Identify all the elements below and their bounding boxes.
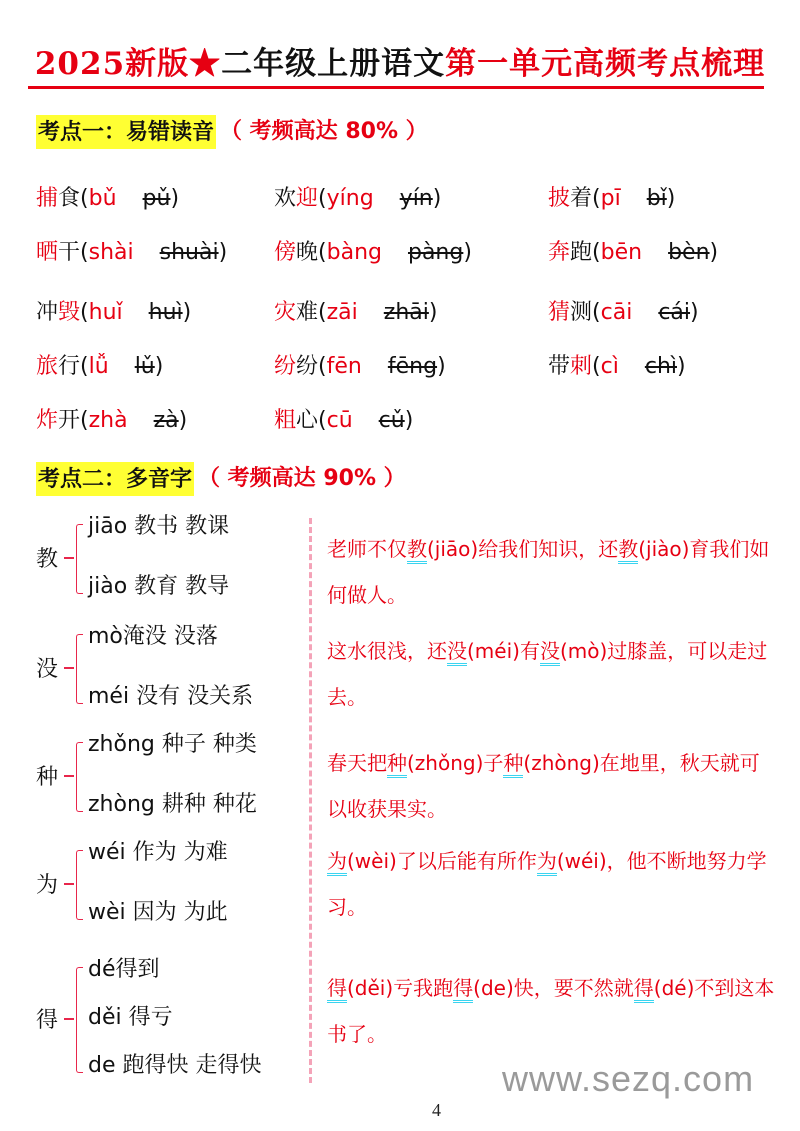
underlined-char: 得 [634, 976, 654, 1003]
section1-heading [36, 115, 428, 149]
wrong-pinyin-struck: huì [148, 300, 183, 325]
correct-pinyin: zhà [88, 408, 128, 433]
paren-open: ( [80, 354, 89, 379]
pronunciation-item [36, 406, 187, 436]
reading-line: zhǒng 种子 种类 [88, 732, 257, 757]
reading-line: de 跑得快 走得快 [88, 1053, 262, 1078]
underlined-char: 为 [327, 849, 347, 876]
bracket-tick [64, 883, 74, 885]
correct-pinyin: huǐ [88, 300, 123, 325]
word-char: 干 [58, 240, 81, 265]
pronunciation-item [36, 238, 227, 268]
correct-pinyin: zāi [326, 300, 358, 325]
title-underline [28, 86, 764, 89]
polyphone-char: 种 [36, 765, 59, 790]
bracket-tick [64, 557, 74, 559]
word-char: 纷 [274, 354, 297, 379]
example-sentence [327, 740, 777, 832]
word-char: 食 [58, 186, 81, 211]
word-char: 披 [548, 186, 571, 211]
title-grade: 二年级上册语文 [221, 46, 446, 82]
word-char: 晚 [296, 240, 319, 265]
paren-open: ( [318, 186, 327, 211]
sentence-text: (zhǒng)子 [407, 751, 504, 775]
pronunciation-item [274, 352, 446, 382]
brace-bracket [76, 524, 83, 594]
underlined-char: 教 [618, 537, 638, 564]
paren-open: ( [318, 240, 327, 265]
word-char: 冲 [36, 300, 59, 325]
paren-open: ( [592, 300, 601, 325]
wrong-pinyin-struck: cǔ [378, 408, 405, 433]
wrong-pinyin-struck: fēng [387, 354, 438, 379]
example-sentence [327, 628, 777, 720]
word-char: 粗 [274, 408, 297, 433]
pronunciation-item [274, 184, 441, 214]
paren-open: ( [592, 186, 601, 211]
reading-line: děi 得亏 [88, 1005, 173, 1030]
example-sentence [327, 838, 777, 930]
polyphone-char: 得 [36, 1008, 59, 1033]
correct-pinyin: lǚ [88, 354, 109, 379]
correct-pinyin: fēn [326, 354, 362, 379]
paren-close: ) [432, 186, 442, 211]
underlined-char: 为 [537, 849, 557, 876]
correct-pinyin: cāi [600, 300, 633, 325]
wrong-pinyin-struck: zhāi [383, 300, 429, 325]
sentence-text: 这水很浅，还 [327, 639, 447, 663]
sentence-text: (wéi)，他不断地努力学习。 [327, 849, 767, 919]
watermark: www.sezq.com [502, 1058, 755, 1099]
wrong-pinyin-struck: pàng [407, 240, 464, 265]
sentence-text: 春天把 [327, 751, 387, 775]
paren-open: ( [318, 354, 327, 379]
wrong-pinyin-struck: yín [399, 186, 433, 211]
paren-open: ( [80, 408, 89, 433]
paren-close: ) [677, 354, 686, 379]
sentence-text: 老师不仅 [327, 537, 407, 561]
title-year-edition: 2025新版 [34, 46, 190, 82]
sentence-text: (zhòng)在地里，秋天就可以收获果实。 [327, 751, 760, 821]
underlined-char: 没 [540, 639, 560, 666]
pronunciation-item [36, 298, 191, 328]
sentence-text: (mò)过膝盖，可以走过去。 [327, 639, 768, 709]
word-char: 行 [58, 354, 81, 379]
underlined-char: 种 [503, 751, 523, 778]
word-char: 心 [296, 408, 319, 433]
reading-line: dé得到 [88, 957, 160, 982]
reading-line: jiāo 教书 教课 [88, 514, 230, 539]
paren-close: ) [182, 300, 192, 325]
star-icon: ★ [189, 46, 222, 82]
brace-bracket [76, 742, 83, 812]
wrong-pinyin-struck: cái [658, 300, 691, 325]
reading-line: wèi 因为 为此 [88, 900, 228, 925]
word-char: 灾 [274, 300, 297, 325]
correct-pinyin: bǔ [88, 186, 117, 211]
polyphone-char: 教 [36, 547, 59, 572]
underlined-char: 得 [453, 976, 473, 1003]
word-char: 傍 [274, 240, 297, 265]
paren-close: ) [666, 186, 676, 211]
paren-close: ) [428, 300, 438, 325]
paren-open: ( [592, 240, 601, 265]
wrong-pinyin-struck: zà [153, 408, 179, 433]
correct-pinyin: yíng [326, 186, 374, 211]
word-char: 迎 [296, 186, 319, 211]
word-char: 刺 [570, 354, 593, 379]
paren-close: ) [463, 240, 472, 265]
word-char: 纷 [296, 354, 319, 379]
brace-bracket [76, 634, 83, 704]
reading-line: jiào 教育 教导 [88, 574, 230, 599]
word-char: 捕 [36, 186, 59, 211]
word-char: 旅 [36, 354, 59, 379]
bracket-tick [64, 775, 74, 777]
reading-line: mò淹没 没落 [88, 624, 218, 649]
underlined-char: 没 [447, 639, 467, 666]
pronunciation-item [36, 352, 163, 382]
polyphone-char: 没 [36, 657, 59, 682]
sentence-text: (wèi)了以后能有所作 [347, 849, 537, 873]
sentence-text: (jiào)育我们如何做人。 [327, 537, 770, 607]
word-char: 带 [548, 354, 571, 379]
sentence-text: (de)快，要不然就 [473, 976, 634, 1000]
word-char: 奔 [548, 240, 571, 265]
paren-close: ) [218, 240, 228, 265]
brace-bracket [76, 850, 83, 920]
paren-open: ( [318, 408, 327, 433]
correct-pinyin: pī [600, 186, 621, 211]
word-char: 开 [58, 408, 81, 433]
paren-open: ( [80, 186, 89, 211]
paren-close: ) [690, 300, 699, 325]
wrong-pinyin-struck: chì [644, 354, 677, 379]
reading-line: méi 没有 没关系 [88, 684, 254, 709]
wrong-pinyin-struck: lǔ [134, 354, 155, 379]
example-sentence [327, 965, 777, 1057]
correct-pinyin: shài [88, 240, 134, 265]
pronunciation-item [548, 352, 686, 382]
title-unit: 第一单元高频考点梳理 [445, 46, 766, 82]
word-char: 难 [296, 300, 319, 325]
pronunciation-item [548, 238, 718, 268]
word-char: 猜 [548, 300, 571, 325]
wrong-pinyin-struck: bèn [668, 240, 710, 265]
section2-label: 考点二：多音字 [36, 462, 194, 496]
correct-pinyin: cì [600, 354, 619, 379]
sentence-text: (děi)亏我跑 [347, 976, 454, 1000]
paren-close: ) [404, 408, 414, 433]
wrong-pinyin-struck: bǐ [646, 186, 667, 211]
paren-close: ) [170, 186, 180, 211]
paren-open: ( [592, 354, 601, 379]
pronunciation-item [36, 184, 179, 214]
word-char: 着 [570, 186, 593, 211]
pronunciation-item [274, 406, 413, 436]
paren-close: ) [154, 354, 164, 379]
pronunciation-item [274, 298, 437, 328]
paren-open: ( [318, 300, 327, 325]
sentence-text: (méi)有 [467, 639, 540, 663]
section2-frequency: （ 考频高达 90% ） [198, 466, 406, 491]
word-char: 晒 [36, 240, 59, 265]
pronunciation-item [548, 298, 699, 328]
correct-pinyin: cū [326, 408, 353, 433]
wrong-pinyin-struck: shuài [159, 240, 219, 265]
reading-line: wéi 作为 为难 [88, 840, 228, 865]
bracket-tick [64, 1018, 74, 1020]
paren-close: ) [437, 354, 446, 379]
underlined-char: 种 [387, 751, 407, 778]
bracket-tick [64, 667, 74, 669]
underlined-char: 教 [407, 537, 427, 564]
wrong-pinyin-struck: pǔ [142, 186, 171, 211]
section1-label: 考点一：易错读音 [36, 115, 216, 149]
page-title [0, 44, 800, 84]
brace-bracket [76, 967, 83, 1073]
page-number: 4 [432, 1100, 441, 1120]
reading-line: zhòng 耕种 种花 [88, 792, 257, 817]
paren-close: ) [709, 240, 719, 265]
correct-pinyin: bēn [600, 240, 643, 265]
word-char: 毁 [58, 300, 81, 325]
word-char: 跑 [570, 240, 593, 265]
example-sentence [327, 526, 777, 618]
paren-open: ( [80, 240, 89, 265]
word-char: 欢 [274, 186, 297, 211]
correct-pinyin: bàng [326, 240, 382, 265]
sentence-text: (jiāo)给我们知识，还 [427, 537, 619, 561]
paren-close: ) [178, 408, 188, 433]
sentence-text: (dé)不到这本书了。 [327, 976, 775, 1046]
dashed-divider [309, 518, 312, 1083]
section2-heading [36, 462, 406, 496]
section1-frequency: （ 考频高达 80% ） [220, 119, 428, 144]
word-char: 炸 [36, 408, 59, 433]
word-char: 测 [570, 300, 593, 325]
paren-open: ( [80, 300, 89, 325]
pronunciation-item [548, 184, 675, 214]
polyphone-char: 为 [36, 873, 59, 898]
underlined-char: 得 [327, 976, 347, 1003]
pronunciation-item [274, 238, 472, 268]
